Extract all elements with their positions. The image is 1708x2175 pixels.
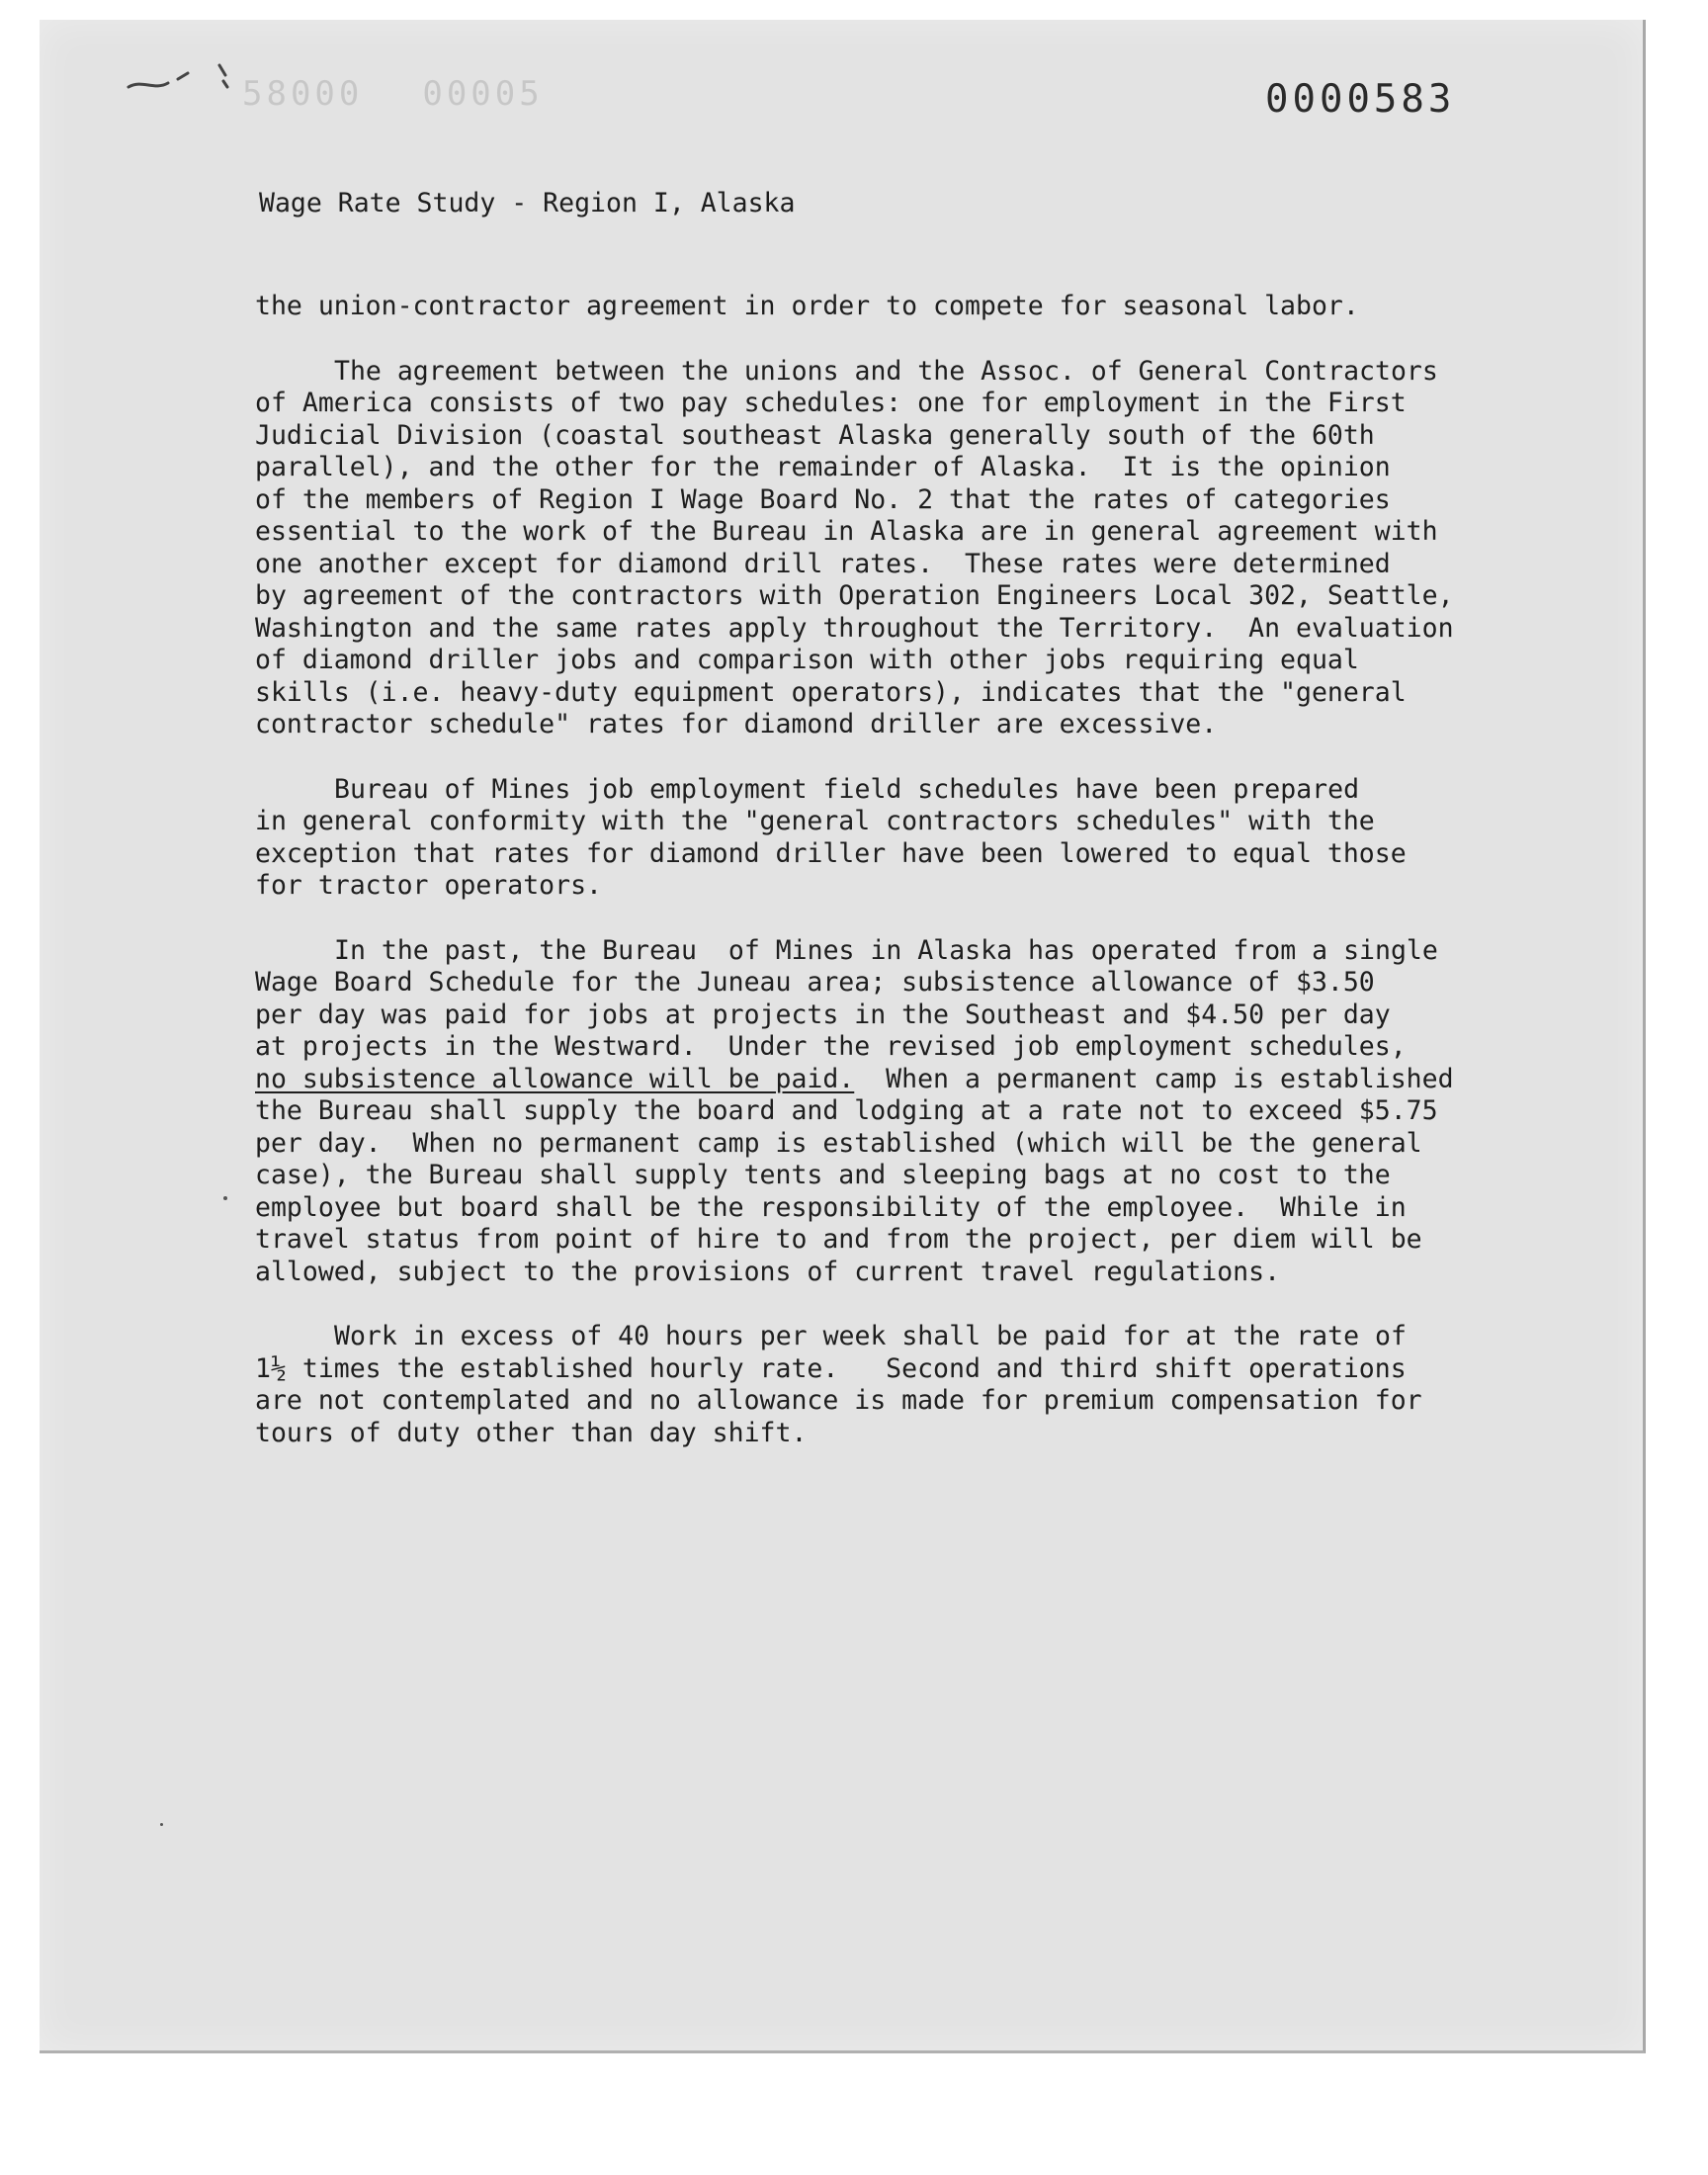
bleed-through-number: 58000 00005 xyxy=(242,74,544,114)
text-line: the Bureau shall supply the board and lodging at a rate not to exceed $5.75 xyxy=(255,1095,1438,1126)
document-page xyxy=(40,20,1646,2053)
text-line: Work in excess of 40 hours per week shall be paid for at the rate of xyxy=(334,1321,1407,1351)
text-line: per day. When no permanent camp is established (which will be the general xyxy=(255,1127,1422,1159)
text-line: of the members of Region I Wage Board No. 2 that the rates of categories xyxy=(255,483,1391,515)
text-line: the union-contractor agreement in order to compete for seasonal labor. xyxy=(255,291,1359,321)
text-line: travel status from point of hire to and from the project, per diem will be xyxy=(255,1224,1422,1255)
document-number: 0000583 xyxy=(1265,77,1456,122)
text-line: of America consists of two pay schedules: one for employment in the First xyxy=(255,388,1407,418)
text-line: are not contemplated and no allowance is made for premium compensation for xyxy=(255,1385,1422,1416)
text-line: exception that rates for diamond driller have been lowered to equal those xyxy=(255,837,1407,869)
text-line: employee but board shall be the responsibility of the employee. While in xyxy=(255,1191,1407,1223)
underlined-phrase: no subsistence allowance will be paid. xyxy=(255,1063,855,1094)
text-line: of diamond driller jobs and comparison with other jobs requiring equal xyxy=(255,645,1359,675)
scan-speck xyxy=(223,1196,227,1200)
text-line: The agreement between the unions and the Assoc. of General Contractors xyxy=(334,355,1438,387)
text-line: per day was paid for jobs at projects in the Southeast and $4.50 per day xyxy=(255,999,1391,1030)
text-line: 1½ times the established hourly rate. Second and third shift operations xyxy=(255,1352,1407,1384)
text-line: in general conformity with the "general contractors schedules" with the xyxy=(255,806,1375,836)
text-line: at projects in the Westward. Under the revised job employment schedules, xyxy=(255,1031,1407,1062)
text-line: parallel), and the other for the remainder of Alaska. It is the opinion xyxy=(255,452,1391,482)
text-line: Bureau of Mines job employment field schedules have been prepared xyxy=(334,773,1360,805)
text-line: Judicial Division (coastal southeast Alaska generally south of the 60th xyxy=(255,419,1375,451)
document-body xyxy=(255,291,1580,1449)
scan-speck xyxy=(160,1823,163,1826)
text-line: Washington and the same rates apply throughout the Territory. An evaluation xyxy=(255,612,1454,644)
text-line: contractor schedule" rates for diamond driller are excessive. xyxy=(255,709,1218,740)
text-line-rest: When a permanent camp is established xyxy=(854,1063,1454,1094)
text-line: allowed, subject to the provisions of current travel regulations. xyxy=(255,1256,1281,1287)
text-line: by agreement of the contractors with Operation Engineers Local 302, Seattle, xyxy=(255,580,1454,611)
pen-mark-decoration xyxy=(125,57,243,97)
text-line: for tractor operators. xyxy=(255,870,602,901)
text-line: In the past, the Bureau of Mines in Alaska has operated from a single xyxy=(334,934,1438,966)
text-line: tours of duty other than day shift. xyxy=(255,1417,808,1448)
text-line: one another except for diamond drill rates. These rates were determined xyxy=(255,548,1391,579)
text-line: essential to the work of the Bureau in Alaska are in general agreement with xyxy=(255,516,1438,547)
text-line-underlined xyxy=(255,1064,1580,1096)
text-line: Wage Board Schedule for the Juneau area; subsistence allowance of $3.50 xyxy=(255,967,1375,998)
text-line: case), the Bureau shall supply tents and sleeping bags at no cost to the xyxy=(255,1160,1391,1190)
page-header: Wage Rate Study - Region I, Alaska xyxy=(259,188,796,218)
text-line: skills (i.e. heavy-duty equipment operators), indicates that the "general xyxy=(255,676,1407,708)
